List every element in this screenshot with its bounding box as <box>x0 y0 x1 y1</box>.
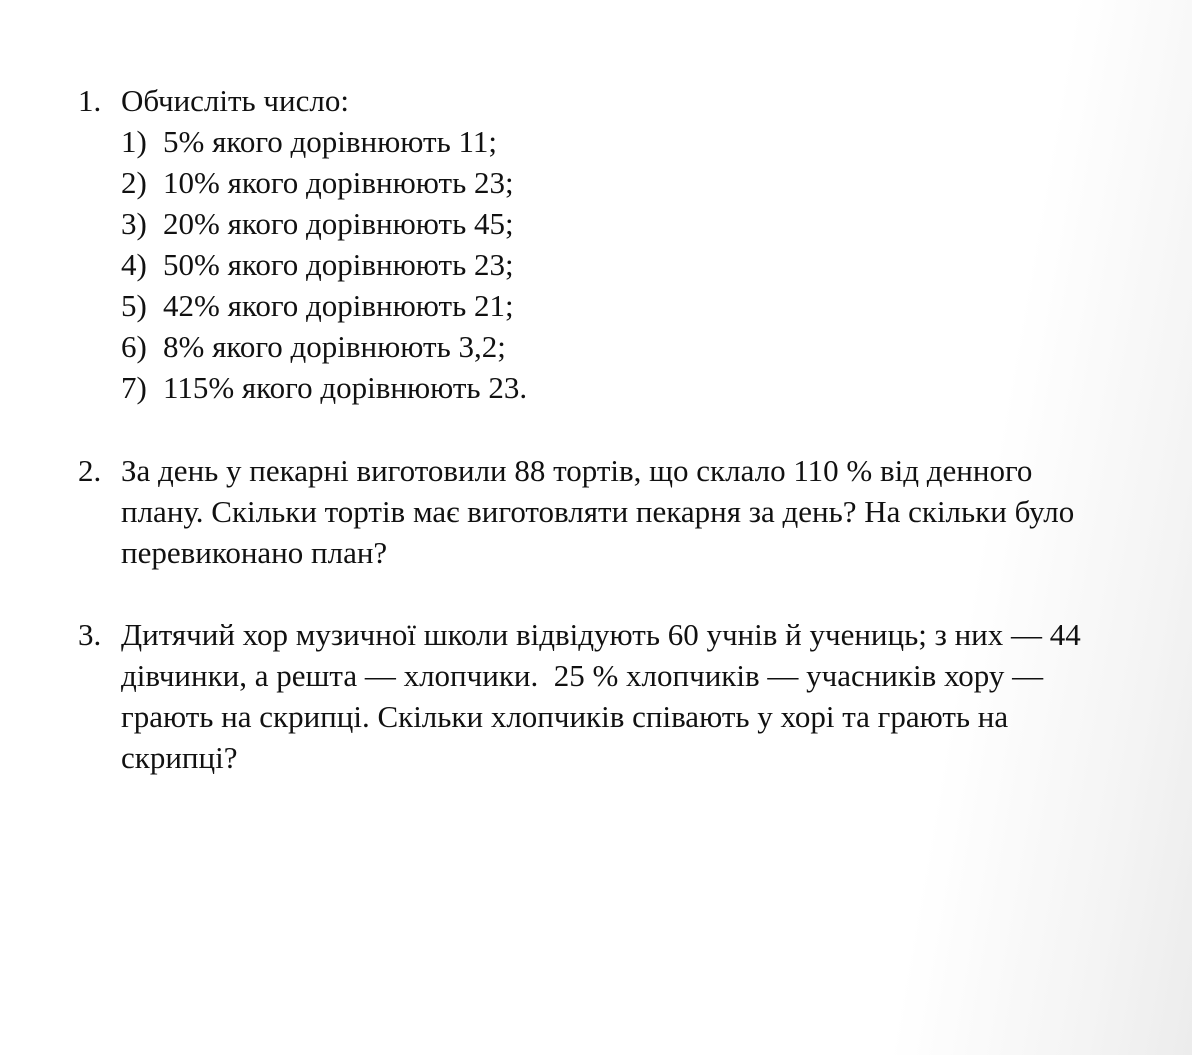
subtask-list <box>121 121 1168 408</box>
subtask-number: 1) <box>121 124 147 159</box>
subtask-text: 115% якого дорівнюють 23. <box>163 370 528 405</box>
subtask-number: 3) <box>121 206 147 241</box>
subtask-item <box>121 121 1168 162</box>
task-text-line: Дитячий хор музичної школи відвідують 60 учнів й учениць; з них — 44 <box>121 617 1081 652</box>
subtask-text: 8% якого дорівнюють 3,2; <box>163 329 506 364</box>
subtask-item <box>121 326 1168 367</box>
subtask-number: 7) <box>121 370 147 405</box>
task-text-line: За день у пекарні виготовили 88 тортів, що склало 110 % від денного <box>121 453 1033 488</box>
task-2 <box>78 450 1168 573</box>
subtask-text: 10% якого дорівнюють 23; <box>163 165 514 200</box>
subtask-text: 20% якого дорівнюють 45; <box>163 206 514 241</box>
task-text-line: перевиконано план? <box>121 535 388 570</box>
task-body <box>121 450 1168 573</box>
task-number: 2. <box>78 453 102 488</box>
subtask-text: 42% якого дорівнюють 21; <box>163 288 514 323</box>
task-text-line: дівчинки, а решта — хлопчики. 25 % хлопчиків — учасників хору — <box>121 658 1044 693</box>
subtask-item <box>121 162 1168 203</box>
subtask-text: 5% якого дорівнюють 11; <box>163 124 497 159</box>
subtask-item <box>121 285 1168 326</box>
subtask-number: 5) <box>121 288 147 323</box>
subtask-item <box>121 203 1168 244</box>
subtask-text: 50% якого дорівнюють 23; <box>163 247 514 282</box>
task-heading: Обчисліть число: <box>121 83 349 118</box>
task-1 <box>78 80 1168 408</box>
subtask-number: 2) <box>121 165 147 200</box>
subtask-number: 6) <box>121 329 147 364</box>
task-body <box>121 80 1168 408</box>
task-text-line: грають на скрипці. Скільки хлопчиків співають у хорі та грають на <box>121 699 1009 734</box>
subtask-number: 4) <box>121 247 147 282</box>
subtask-item <box>121 244 1168 285</box>
task-number: 3. <box>78 617 102 652</box>
task-3 <box>78 614 1168 778</box>
task-body <box>121 614 1168 778</box>
task-text-line: плану. Скільки тортів має виготовляти пекарня за день? На скільки було <box>121 494 1075 529</box>
task-number: 1. <box>78 83 102 118</box>
task-text-line: скрипці? <box>121 740 238 775</box>
subtask-item <box>121 367 1168 408</box>
